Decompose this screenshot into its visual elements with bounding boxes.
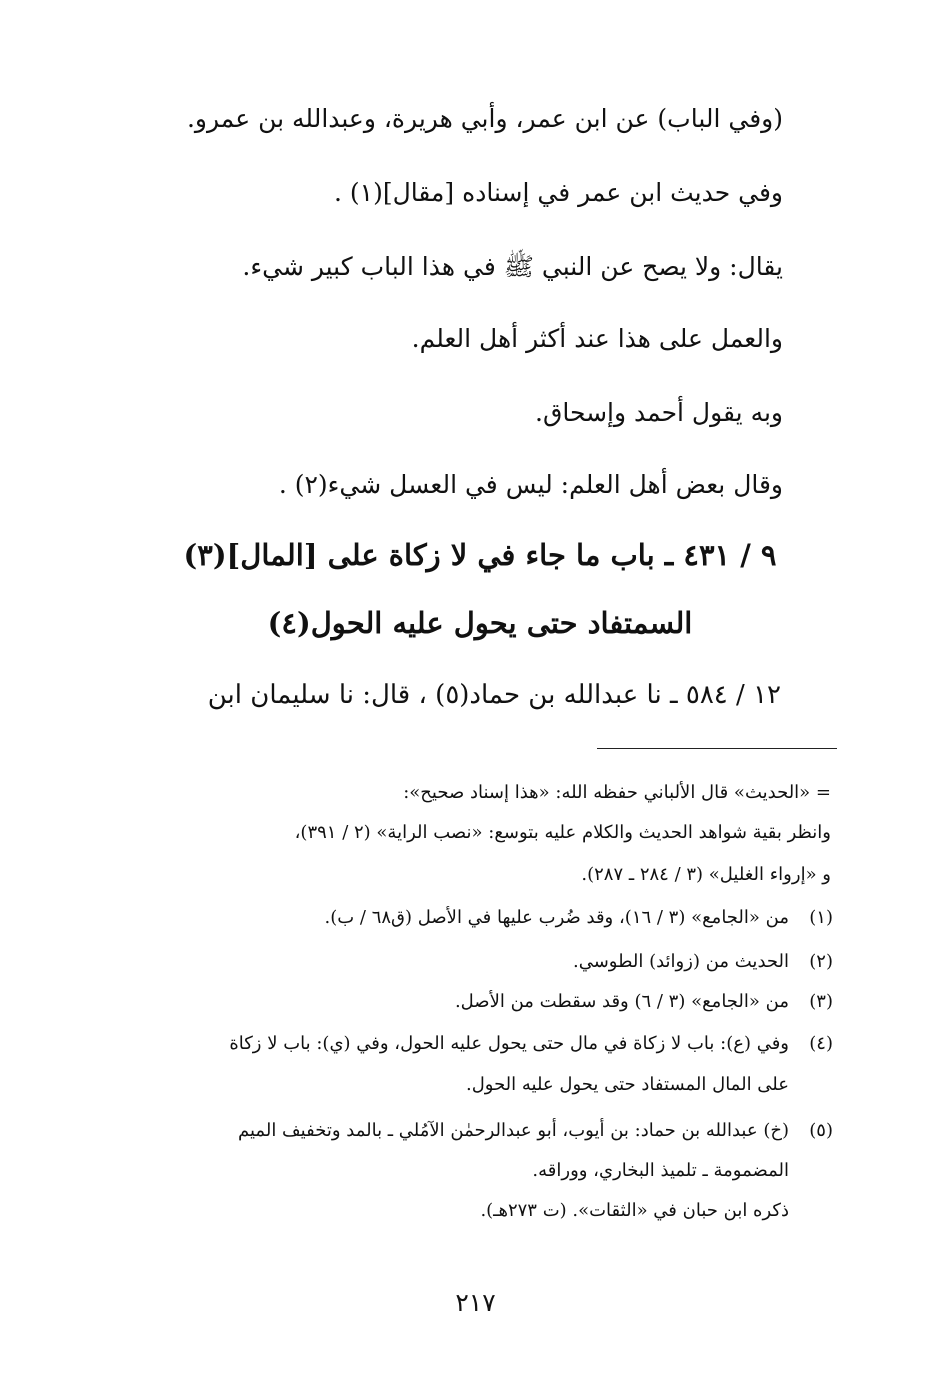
footnote-number: (٢) (809, 951, 833, 972)
hadith-chain-line: ١٢ / ٥٨٤ ـ نا عبدالله بن حماد(٥) ، قال: نا سليمان ابن (207, 680, 781, 710)
chapter-heading-line2: السمتفاد حتى يحول عليه الحول(٤) (267, 606, 693, 640)
main-text-line: وقال بعض أهل العلم: ليس في العسل شيء(٢) . (278, 470, 783, 499)
footnote-text: وفي (ع): باب لا زكاة في مال حتى يحول عليه الحول، وفي (ي): باب لا زكاة (229, 1033, 789, 1054)
footnote-number: (٥) (809, 1120, 833, 1141)
footnote-continuation-line: وانظر بقية شواهد الحديث والكلام عليه بتوسع: «نصب الراية» (٢ / ٣٩١)، (294, 822, 831, 843)
main-text-line: والعمل على هذا عند أكثر أهل العلم. (411, 324, 783, 353)
main-text-line: يقال: ولا يصح عن النبي ﷺ في هذا الباب كبير شيء. (242, 252, 783, 281)
page-number: ٢١٧ (455, 1288, 496, 1317)
chapter-heading-line1: ٩ / ٤٣١ ـ باب ما جاء في لا زكاة على [المال](٣) (183, 538, 777, 572)
footnote-text: الحديث من (زوائد) الطوسي. (573, 951, 789, 972)
footnote-text: (خ) عبدالله بن حماد: بن أيوب، أبو عبدالرحمٰن الآمُلي ـ بالمد وتخفيف الميم (238, 1120, 789, 1141)
footnote-text: من «الجامع» (٣ / ٦) وقد سقطت من الأصل. (454, 991, 789, 1012)
main-text-line: وبه يقول أحمد وإسحاق. (535, 398, 783, 427)
footnote-continuation-line: = «الحديث» قال الألباني حفظه الله: «هذا إسناد صحيح»: (403, 782, 831, 803)
footnote-text: من «الجامع» (٣ / ١٦)، وقد ضُرب عليها في الأصل (ق٦٨ / ب). (324, 907, 789, 928)
main-text-line: (وفي الباب) عن ابن عمر، وأبي هريرة، وعبدالله بن عمرو. (186, 104, 783, 133)
footnote-separator (597, 748, 837, 749)
footnote-number: (٤) (809, 1033, 833, 1054)
footnote-text: على المال المستفاد حتى يحول عليه الحول. (465, 1074, 789, 1095)
main-text-line: وفي حديث ابن عمر في إسناده [مقال](١) . (334, 178, 783, 207)
footnote-continuation-line: و «إرواء الغليل» (٣ / ٢٨٤ ـ ٢٨٧). (581, 864, 831, 885)
footnote-number: (٣) (809, 991, 833, 1012)
footnote-text: المضمومة ـ تلميذ البخاري، ووراقه. (532, 1160, 789, 1181)
footnote-number: (١) (809, 907, 833, 928)
footnote-text: ذكره ابن حبان في «الثقات». (ت ٢٧٣هـ). (480, 1200, 789, 1221)
